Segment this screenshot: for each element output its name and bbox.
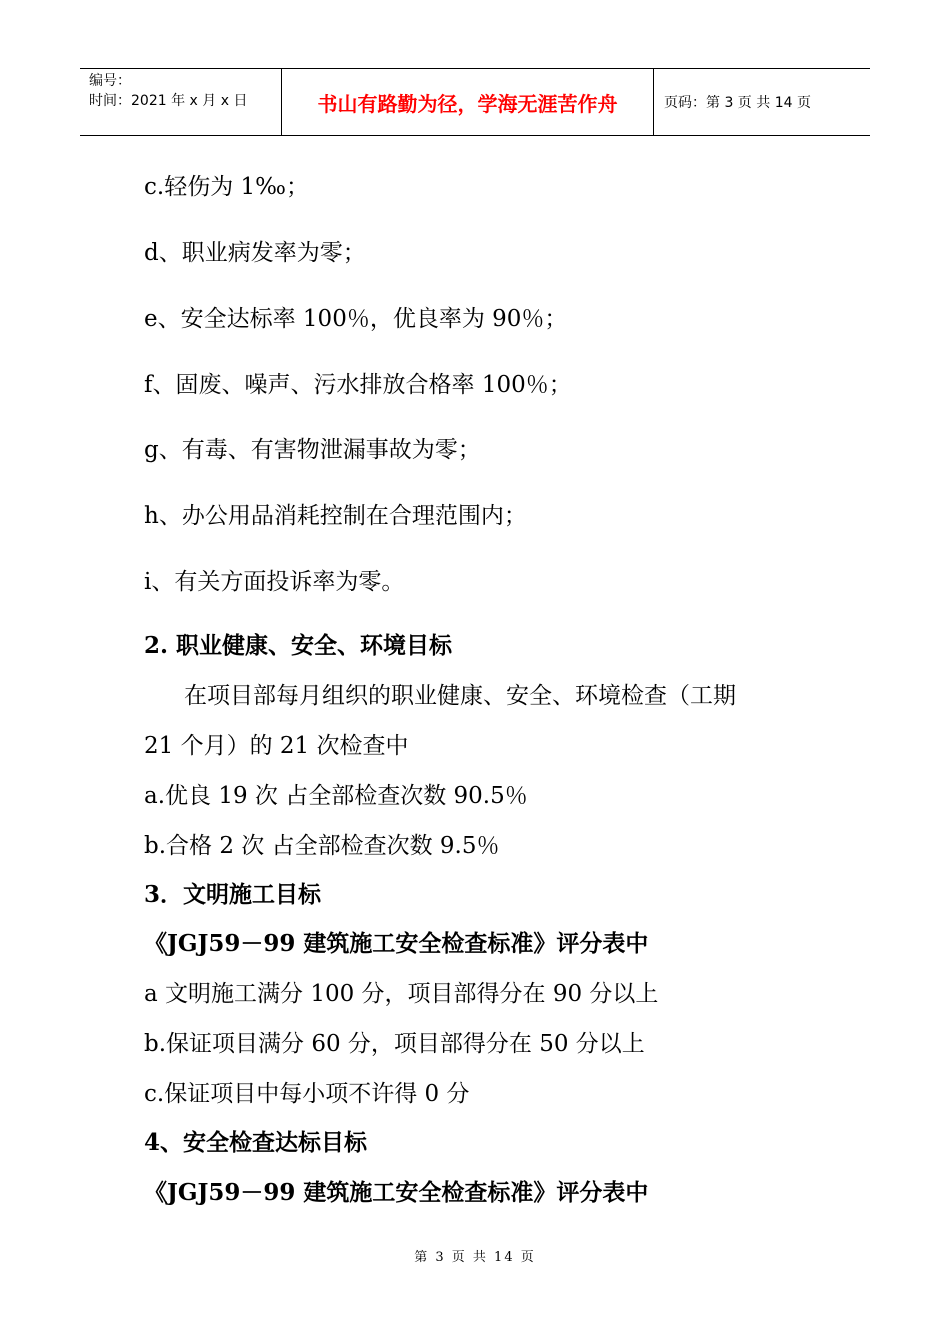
text-line: g、有毒、有害物泄漏事故为零； <box>144 437 481 463</box>
text-line: d、职业病发率为零； <box>144 240 366 266</box>
section-heading: 4、安全检查达标目标 <box>144 1129 368 1156</box>
text-line: b.合格 2 次 占全部检查次数 9.5％ <box>144 833 500 859</box>
header-motto: 书山有路勤为径，学海无涯苦作舟 <box>282 69 654 135</box>
standard-title: 《JGJ59－99 建筑施工安全检查标准》评分表中 <box>144 930 649 957</box>
time-label: 时间：2021 年 x 月 x 日 <box>89 93 248 109</box>
header-left-cell <box>80 69 282 135</box>
text-line: i、有关方面投诉率为零。 <box>144 569 405 595</box>
text-line: c.保证项目中每小项不许得 0 分 <box>144 1081 470 1107</box>
section-heading: 3．文明施工目标 <box>144 881 322 908</box>
text-line: a.优良 19 次 占全部检查次数 90.5％ <box>144 783 528 809</box>
page-header <box>80 68 870 136</box>
paragraph-line: 在项目部每月组织的职业健康、安全、环境检查（工期 <box>184 683 736 709</box>
text-line: e、安全达标率 100％，优良率为 90％； <box>144 306 568 332</box>
text-line: c.轻伤为 1‰； <box>144 174 309 200</box>
paragraph-line: 21 个月）的 21 次检查中 <box>144 733 409 759</box>
standard-title: 《JGJ59－99 建筑施工安全检查标准》评分表中 <box>144 1179 649 1206</box>
header-page-label: 页码：第 3 页 共 14 页 <box>664 95 811 111</box>
number-label: 编号： <box>89 73 131 89</box>
section-heading: 2. 职业健康、安全、环境目标 <box>144 632 453 659</box>
page-footer: 第 3 页 共 14 页 <box>414 1250 536 1265</box>
text-line: f、固废、噪声、污水排放合格率 100％； <box>144 372 572 398</box>
text-line: b.保证项目满分 60 分，项目部得分在 50 分以上 <box>144 1031 645 1057</box>
text-line: a 文明施工满分 100 分，项目部得分在 90 分以上 <box>144 981 659 1007</box>
text-line: h、办公用品消耗控制在合理范围内； <box>144 503 527 529</box>
